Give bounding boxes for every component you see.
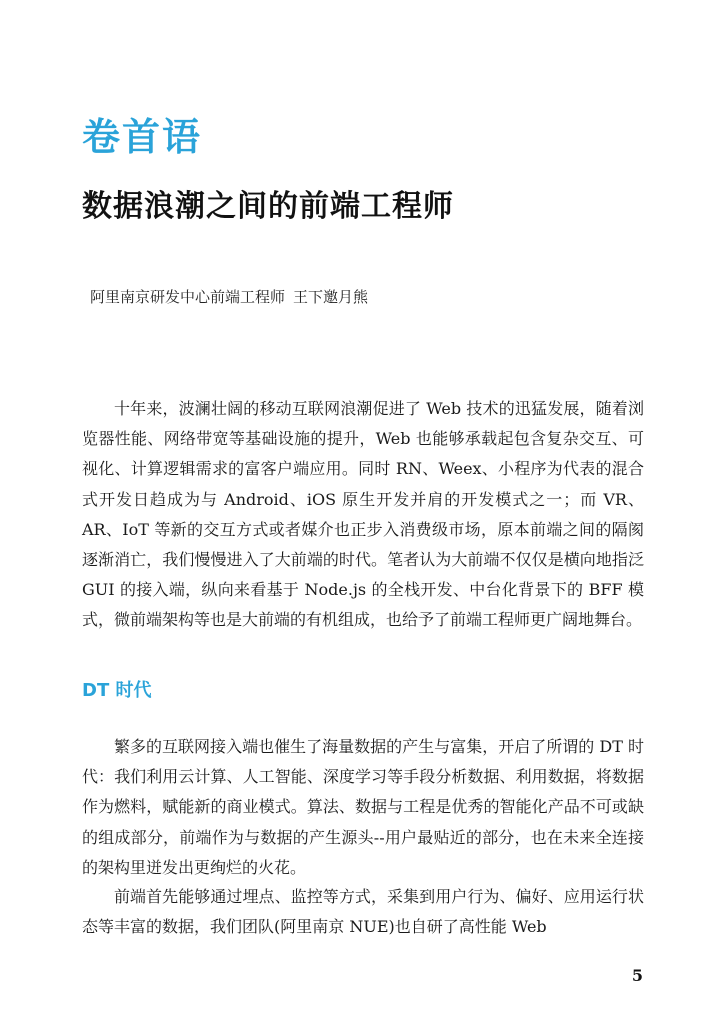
body-paragraph: 十年来，波澜壮阔的移动互联网浪潮促进了 Web 技术的迅猛发展，随着浏览器性能、网络带宽等基础设施的提升，Web 也能够承载起包含复杂交互、可视化、计算逻辑需求的富客户端应用。同时 RN、Weex、小程序为代表的混合式开发日趋成为与 Android、iOS 原生开发并肩的开发模式之一；而 VR、AR、IoT 等新的交互方式或者媒介也正步入消费级市场，原本前端之间的隔阂逐渐消亡，我们慢慢进入了大前端的时代。笔者认为大前端不仅仅是横向地指泛 GUI 的接入端，纵向来看基于 Node.js 的全栈开发、中台化背景下的 BFF 模式，微前端架构等也是大前端的有机组成，也给予了前端工程师更广阔地舞台。	[82, 399, 644, 630]
byline	[90, 290, 368, 305]
page-number: 5	[631, 966, 643, 985]
section-title: 卷首语	[82, 114, 203, 159]
article-title: 数据浪潮之间的前端工程师	[82, 189, 454, 224]
body-paragraph: 前端首先能够通过埋点、监控等方式，采集到用户行为、偏好、应用运行状态等丰富的数据，我们团队(阿里南京 NUE)也自研了高性能 Web	[82, 887, 644, 937]
section-subheading: DT 时代	[82, 680, 152, 701]
byline-affiliation: 阿里南京研发中心前端工程师	[90, 288, 286, 306]
byline-author: 王下邀月熊	[293, 288, 369, 306]
body-paragraph: 繁多的互联网接入端也催生了海量数据的产生与富集，开启了所谓的 DT 时代：我们利用云计算、人工智能、深度学习等手段分析数据、利用数据，将数据作为燃料，赋能新的商业模式。算法、数据与工程是优秀的智能化产品不可或缺的组成部分，前端作为与数据的产生源头--用户最贴近的部分，也在未来全连接的架构里迸发出更绚烂的火花。	[82, 737, 644, 877]
